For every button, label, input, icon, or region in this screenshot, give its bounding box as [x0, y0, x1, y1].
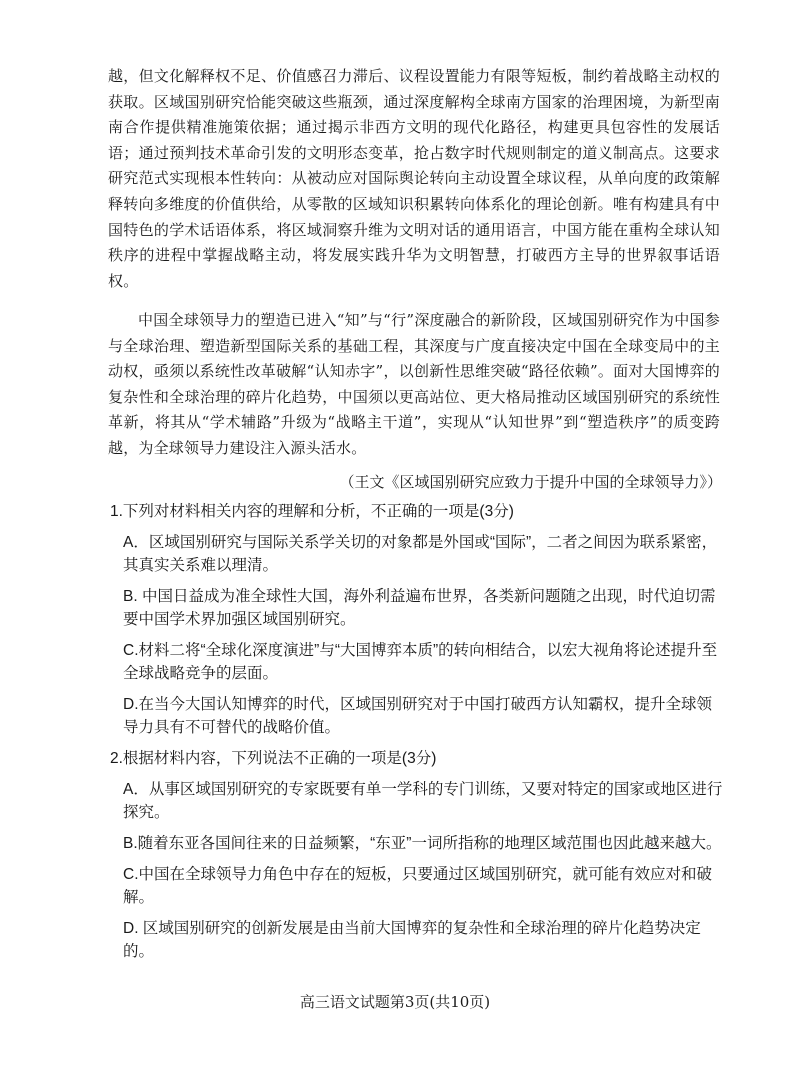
option-list [110, 778, 725, 963]
passage-source: （王文《区域国别研究应致力于提升中国的全球领导力》） [339, 474, 722, 491]
option-a[interactable] [110, 778, 725, 824]
option-a[interactable] [110, 531, 725, 577]
paragraph-text: 中国全球领导力的塑造已进入“知”与“行”深度融合的新阶段，区域国别研究作为中国参与全球治理、塑造新型国际关系的基础工程，其深度与广度直接决定中国在全球变局中的主动权，亟须以系统性改革破解“认知赤字”，以创新性思维突破“路径依赖”。面对大国博弈的复杂性和全球治理的碎片化趋势，中国须以更高站位、更大格局推动区域国别研究的系统性革新，将其从“学术辅路”升级为“战略主干道”，实现从“认知世界”到“塑造秩序”的质变跨越，为全球领导力建设注入源头活水。 [108, 311, 720, 457]
passage-paragraph-1 [108, 64, 720, 294]
question-stem: 1.下列对材料相关内容的理解和分析，不正确的一项是(3分) [110, 503, 514, 520]
option-text: B. 中国日益成为准全球性大国，海外利益遍布世界，各类新问题随之出现，时代迫切需要中国学术界加强区域国别研究。 [123, 588, 716, 628]
option-text: C.中国在全球领导力角色中存在的短板，只要通过区域国别研究，就可能有效应对和破解。 [123, 866, 713, 906]
option-d[interactable] [110, 693, 725, 739]
option-b[interactable] [110, 832, 725, 855]
option-c[interactable] [110, 863, 725, 909]
option-text: C.材料二将“全球化深度演进”与“大国博弈本质”的转向相结合，以宏大视角将论述提升至全球战略竞争的层面。 [123, 642, 718, 682]
question-stem: 2.根据材料内容，下列说法不正确的一项是(3分) [110, 750, 437, 767]
option-list [110, 531, 725, 739]
option-text: B.随着东亚各国间往来的日益频繁，“东亚”一词所指称的地理区域范围也因此越来越大。 [123, 835, 722, 852]
option-c[interactable] [110, 639, 725, 685]
option-text: D. 区域国别研究的创新发展是由当前大国博弈的复杂性和全球治理的碎片化趋势决定的。 [123, 920, 701, 960]
passage-paragraph-2 [108, 308, 720, 462]
option-text: A．从事区域国别研究的专家既要有单一学科的专门训练，又要对特定的国家或地区进行探究。 [123, 781, 723, 821]
option-b[interactable] [110, 585, 725, 631]
questions-section [110, 500, 725, 971]
page-footer: 高三语文试题第3页(共10页) [299, 993, 491, 1011]
option-text: D.在当今大国认知博弈的时代，区域国别研究对于中国打破西方认知霸权，提升全球领导力具有不可替代的战略价值。 [123, 696, 713, 736]
option-text: A．区域国别研究与国际关系学关切的对象都是外国或“国际”，二者之间因为联系紧密，其真实关系难以理清。 [123, 534, 718, 574]
paragraph-text: 越，但文化解释权不足、价值感召力滞后、议程设置能力有限等短板，制约着战略主动权的获取。区域国别研究恰能突破这些瓶颈，通过深度解构全球南方国家的治理困境，为新型南南合作提供精准施策依据；通过揭示非西方文明的现代化路径，构建更具包容性的发展话语；通过预判技术革命引发的文明形态变革，抢占数字时代规则制定的道义制高点。这要求研究范式实现根本性转向：从被动应对国际舆论转向主动设置全球议程，从单向度的政策解释转向多维度的价值供给，从零散的区域知识积累转向体系化的理论创新。唯有构建具有中国特色的学术话语体系，将区域洞察升维为文明对话的通用语言，中国方能在重构全球认知秩序的进程中掌握战略主动，将发展实践升华为文明智慧，打破西方主导的世界叙事话语权。 [108, 67, 720, 290]
question-2 [110, 747, 725, 963]
question-1 [110, 500, 725, 739]
option-d[interactable] [110, 917, 725, 963]
